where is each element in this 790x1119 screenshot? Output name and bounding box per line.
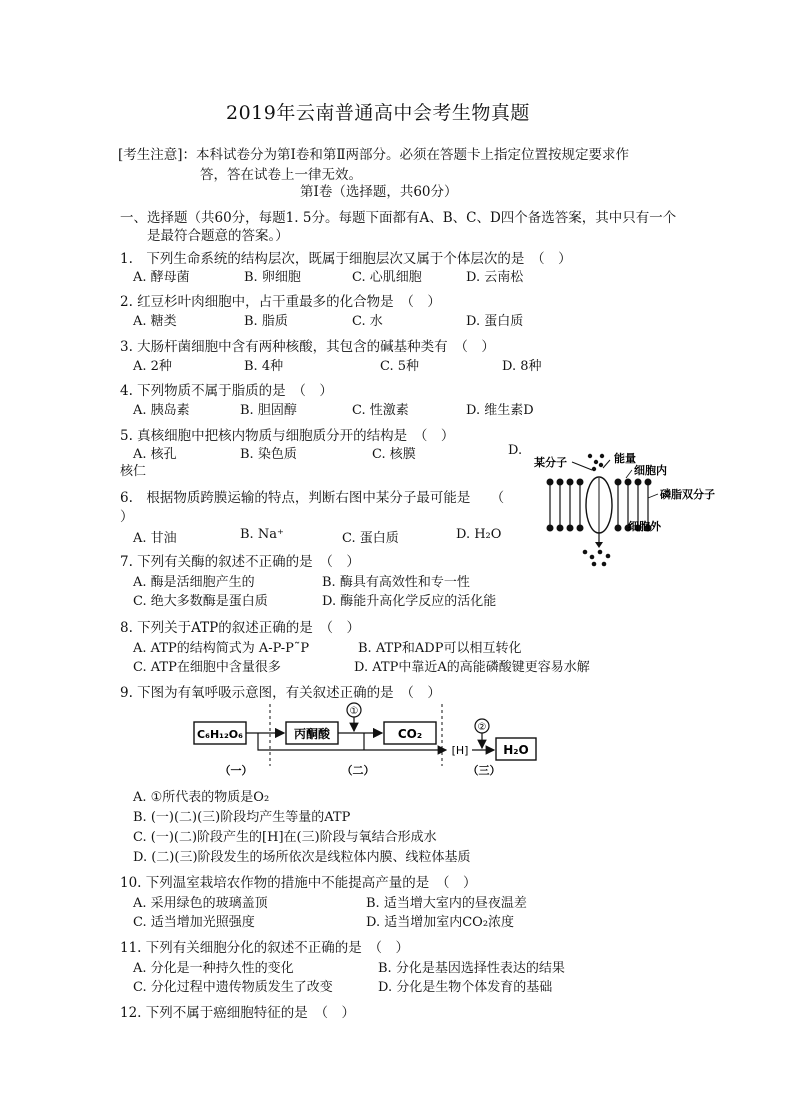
aerobic-respiration-figure xyxy=(188,700,548,780)
inside-pointer xyxy=(626,470,632,478)
water-label: H₂O xyxy=(503,743,529,757)
option-b: B. Na⁺ xyxy=(240,527,284,542)
glucose-label: C₆H₁₂O₆ xyxy=(197,728,243,741)
option-c: C. 心肌细胞 xyxy=(352,270,422,285)
question-stem: 5. 真核细胞中把核内物质与细胞质分开的结构是 （ ） xyxy=(120,428,455,444)
instructions-line-2: 是最符合题意的答案。） xyxy=(147,228,289,244)
stage-1-label: （一） xyxy=(219,764,253,777)
option-a: A. ATP的结构简式为 A-P-P˜P xyxy=(133,641,310,656)
option-d: D. 分化是生物个体发育的基础 xyxy=(378,980,553,995)
pyruvate-label: 丙酮酸 xyxy=(293,727,331,741)
question-stem-wrap: ） xyxy=(120,509,134,525)
option-c: C. 性激素 xyxy=(352,403,409,418)
question-stem: 2. 红豆杉叶肉细胞中，占干重最多的化合物是 （ ） xyxy=(120,294,441,310)
option-c: C. 绝大多数酶是蛋白质 xyxy=(133,594,268,609)
option-c: C. 核膜 xyxy=(372,447,416,462)
option-b: B. 染色质 xyxy=(240,447,297,462)
option-d: D. H₂O xyxy=(456,527,502,542)
option-d: D. 酶能升高化学反应的活化能 xyxy=(322,594,497,609)
option-c: C. (一)(二)阶段产生的[H]在(三)阶段与氧结合形成水 xyxy=(133,830,437,845)
question-stem: 9. 下图为有氧呼吸示意图，有关叙述正确的是 （ ） xyxy=(120,685,441,701)
question-stem: 7. 下列有关酶的叙述不正确的是 （ ） xyxy=(120,554,360,570)
option-d: D. 8种 xyxy=(502,359,542,374)
question-stem: 1. 下列生命系统的结构层次，既属于细胞层次又属于个体层次的是 （ ） xyxy=(120,251,572,267)
option-b: B. 脂质 xyxy=(244,314,288,329)
option-c: C. 水 xyxy=(352,314,383,329)
option-a: A. 胰岛素 xyxy=(133,403,190,418)
notice-line-1: [考生注意]：本科试卷分为第Ⅰ卷和第Ⅱ两部分。必须在答题卡上指定位置按规定要求作 xyxy=(118,147,630,163)
stage-3-label: （三） xyxy=(467,764,501,777)
option-d-wrap: 核仁 xyxy=(120,464,147,479)
option-a: A. 核孔 xyxy=(133,447,177,462)
option-b: B. 卵细胞 xyxy=(244,270,301,285)
option-c: C. 蛋白质 xyxy=(342,531,399,546)
option-c: C. ATP在细胞中含量很多 xyxy=(133,660,281,675)
question-stem: 8. 下列关于ATP的叙述正确的是 （ ） xyxy=(120,620,361,636)
option-a: A. 酶是活细胞产生的 xyxy=(133,575,255,590)
option-d: D. 适当增加室内CO₂浓度 xyxy=(366,915,515,930)
outside-label: 细胞外 xyxy=(628,520,661,533)
option-a: A. 甘油 xyxy=(133,531,177,546)
option-b: B. 胆固醇 xyxy=(240,403,297,418)
molecule-dots-bottom xyxy=(583,550,611,567)
option-b: B. 分化是基因选择性表达的结果 xyxy=(378,961,565,976)
option-c: C. 适当增加光照强度 xyxy=(133,915,255,930)
option-a: A. 酵母菌 xyxy=(133,270,190,285)
molecule-label: 某分子 xyxy=(534,456,567,469)
molecule-dots-top xyxy=(588,454,604,471)
option-a: A. ①所代表的物质是O₂ xyxy=(133,790,270,805)
question-stem: 6. 根据物质跨膜运输的特点，判断右图中某分子最可能是 （ xyxy=(120,490,505,506)
membrane-transport-figure xyxy=(530,448,770,570)
option-d: D. 维生素D xyxy=(466,403,534,418)
option-a: A. 2种 xyxy=(133,359,172,374)
option-b: B. 酶具有高效性和专一性 xyxy=(322,575,470,590)
notice-line-2: 答，答在试卷上一律无效。 xyxy=(200,167,362,183)
option-d: D. (二)(三)阶段发生的场所依次是线粒体内膜、线粒体基质 xyxy=(133,850,471,865)
question-stem: 12. 下列不属于癌细胞特征的是 （ ） xyxy=(120,1005,356,1021)
option-b: B. 适当增大室内的昼夜温差 xyxy=(366,896,527,911)
stage-2-label: （二） xyxy=(341,764,375,777)
bilayer-label: 磷脂双分子 xyxy=(660,488,715,501)
inside-label: 细胞内 xyxy=(634,464,667,477)
option-b: B. 4种 xyxy=(244,359,284,374)
section-header: 第Ⅰ卷（选择题，共60分） xyxy=(300,184,458,200)
page-title: 2019年云南普通高中会考生物真题 xyxy=(226,102,530,124)
option-a: A. 采用绿色的玻璃盖顶 xyxy=(133,896,268,911)
option-b: B. ATP和ADP可以相互转化 xyxy=(358,641,522,656)
marker-2: ② xyxy=(477,722,487,733)
option-d: D. 蛋白质 xyxy=(466,314,524,329)
molecule-pointer xyxy=(572,462,592,470)
option-a: A. 糖类 xyxy=(133,314,177,329)
arrowhead xyxy=(595,542,603,548)
energy-label: 能量 xyxy=(614,452,636,465)
option-c: C. 分化过程中遗传物质发生了改变 xyxy=(133,980,333,995)
option-d: D. 云南松 xyxy=(466,270,524,285)
question-stem: 3. 大肠杆菌细胞中含有两种核酸，其包含的碱基种类有 （ ） xyxy=(120,339,495,355)
option-c: C. 5种 xyxy=(380,359,420,374)
question-stem: 11. 下列有关细胞分化的叙述不正确的是 （ ） xyxy=(120,940,410,956)
option-a: A. 分化是一种持久性的变化 xyxy=(133,961,294,976)
h-label: [H] xyxy=(451,744,469,757)
question-stem: 4. 下列物质不属于脂质的是 （ ） xyxy=(120,383,333,399)
option-b: B. (一)(二)(三)阶段均产生等量的ATP xyxy=(133,810,351,825)
marker-1: ① xyxy=(349,706,359,717)
option-d: D. ATP中靠近A的高能磷酸键更容易水解 xyxy=(354,660,590,675)
bilayer-pointer xyxy=(648,494,658,498)
co2-label: CO₂ xyxy=(397,727,423,741)
instructions-line-1: 一、选择题（共60分，每题1. 5分。每题下面都有A、B、C、D四个备选答案，其中只有一个 xyxy=(120,210,677,226)
question-stem: 10. 下列温室栽培农作物的措施中不能提高产量的是 （ ） xyxy=(120,875,477,891)
energy-pointer xyxy=(603,460,610,468)
option-d: D. xyxy=(508,443,523,458)
